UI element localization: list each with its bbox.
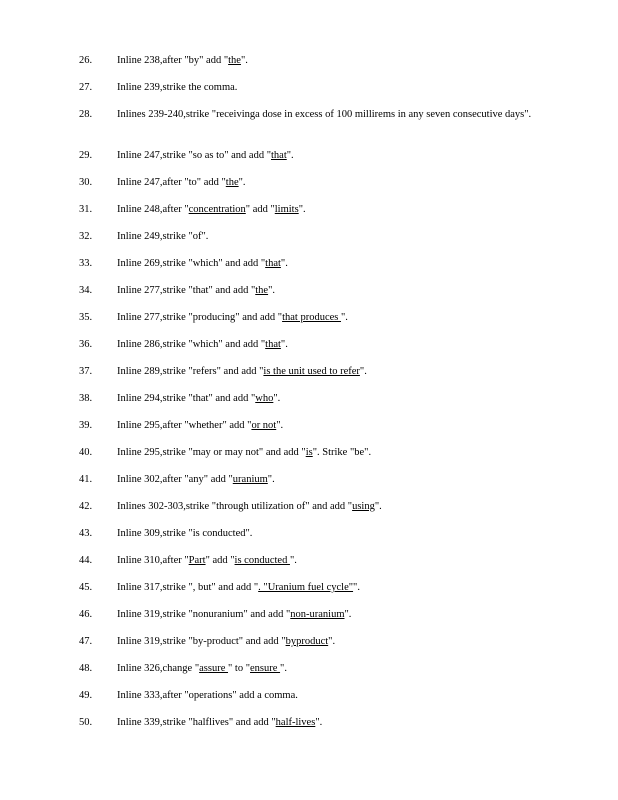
item-text bbox=[117, 473, 547, 487]
item-number: 37. bbox=[79, 366, 93, 377]
text-segment: Inline 310,after " bbox=[117, 555, 189, 566]
item-number: 47. bbox=[79, 636, 93, 647]
underlined-insertion: byproduct bbox=[285, 636, 329, 647]
item-number: 35. bbox=[79, 312, 93, 323]
list-item bbox=[0, 635, 618, 649]
underlined-insertion: the bbox=[225, 177, 239, 188]
item-text bbox=[117, 81, 547, 95]
underlined-insertion: the bbox=[228, 55, 241, 66]
text-segment: Inline 295,strike "may or may not" and add " bbox=[117, 447, 306, 458]
item-text bbox=[117, 149, 547, 163]
text-segment: Inline 317,strike ", but" and add " bbox=[117, 582, 259, 593]
item-number: 42. bbox=[79, 501, 93, 512]
underlined-insertion: is conducted bbox=[234, 555, 290, 566]
list-item bbox=[0, 365, 618, 379]
item-number: 48. bbox=[79, 663, 93, 674]
item-number: 33. bbox=[79, 258, 93, 269]
text-segment: ". bbox=[328, 636, 336, 647]
item-number: 46. bbox=[79, 609, 93, 620]
list-item bbox=[0, 392, 618, 406]
underlined-insertion: ensure bbox=[250, 663, 281, 674]
text-segment: ". bbox=[286, 150, 294, 161]
item-text bbox=[117, 203, 547, 217]
item-text bbox=[117, 257, 547, 271]
item-text bbox=[117, 689, 547, 703]
text-segment: " add " bbox=[245, 204, 275, 215]
list-item bbox=[0, 54, 618, 68]
item-text bbox=[117, 581, 547, 595]
item-text bbox=[117, 108, 547, 122]
item-text bbox=[117, 716, 547, 730]
text-segment: Inline 269,strike "which" and add " bbox=[117, 258, 266, 269]
item-number: 45. bbox=[79, 582, 93, 593]
item-text bbox=[117, 554, 547, 568]
underlined-insertion: non-uranium bbox=[290, 609, 345, 620]
item-text bbox=[117, 419, 547, 433]
item-number: 39. bbox=[79, 420, 93, 431]
text-segment: Inline 295,after "whether" add " bbox=[117, 420, 252, 431]
list-item bbox=[0, 419, 618, 433]
text-segment: Inline 247,strike "so as to" and add " bbox=[117, 150, 271, 161]
text-segment: ". bbox=[298, 204, 306, 215]
underlined-insertion: who bbox=[255, 393, 274, 404]
underlined-insertion: that bbox=[271, 150, 287, 161]
item-number: 32. bbox=[79, 231, 93, 242]
text-segment: Inline 249,strike "of". bbox=[117, 231, 209, 242]
text-segment: Inlines 239-240,strike "receivinga dose in excess of 100 millirems in any seven consecutive days". bbox=[117, 109, 532, 120]
item-text bbox=[117, 635, 547, 649]
item-number: 31. bbox=[79, 204, 93, 215]
underlined-insertion: that bbox=[265, 339, 281, 350]
text-segment: Inline 239,strike the comma. bbox=[117, 82, 238, 93]
list-item bbox=[0, 500, 618, 514]
underlined-insertion: half-lives bbox=[275, 717, 316, 728]
list-item bbox=[0, 311, 618, 325]
item-text bbox=[117, 500, 547, 514]
text-segment: ". bbox=[280, 663, 287, 674]
list-item bbox=[0, 203, 618, 217]
underlined-insertion: that produces bbox=[282, 312, 341, 323]
text-segment: ". bbox=[280, 339, 288, 350]
text-segment: Inline 248,after " bbox=[117, 204, 189, 215]
item-number: 29. bbox=[79, 150, 93, 161]
text-segment: ". bbox=[353, 582, 360, 593]
item-number: 38. bbox=[79, 393, 93, 404]
underlined-insertion: is the unit used to refer bbox=[263, 366, 360, 377]
item-text bbox=[117, 230, 547, 244]
list-item bbox=[0, 284, 618, 298]
list-item bbox=[0, 446, 618, 460]
item-text bbox=[117, 176, 547, 190]
item-number: 44. bbox=[79, 555, 93, 566]
text-segment: Inline 289,strike "refers" and add " bbox=[117, 366, 264, 377]
underlined-insertion: that bbox=[265, 258, 281, 269]
underlined-insertion: . "Uranium fuel cycle" bbox=[258, 582, 354, 593]
text-segment: ". bbox=[374, 501, 382, 512]
text-segment: Inline 319,strike "by-product" and add " bbox=[117, 636, 286, 647]
item-number: 50. bbox=[79, 717, 93, 728]
item-number: 36. bbox=[79, 339, 93, 350]
list-item bbox=[0, 230, 618, 244]
list-item bbox=[0, 338, 618, 352]
item-number: 26. bbox=[79, 55, 93, 66]
underlined-insertion: assure bbox=[199, 663, 229, 674]
text-segment: Inline 309,strike "is conducted". bbox=[117, 528, 253, 539]
item-number: 41. bbox=[79, 474, 93, 485]
text-segment: ". bbox=[289, 555, 297, 566]
text-segment: Inline 277,strike "producing" and add " bbox=[117, 312, 283, 323]
underlined-insertion: Part bbox=[188, 555, 206, 566]
item-text bbox=[117, 446, 547, 460]
text-segment: ". bbox=[344, 609, 352, 620]
item-text bbox=[117, 608, 547, 622]
text-segment: ". bbox=[273, 393, 281, 404]
list-item bbox=[0, 554, 618, 568]
text-segment: Inlines 302-303,strike "through utilization of" and add " bbox=[117, 501, 353, 512]
text-segment: ". Strike "be". bbox=[312, 447, 372, 458]
underlined-insertion: is bbox=[305, 447, 313, 458]
text-segment: ". bbox=[340, 312, 348, 323]
list-item bbox=[0, 689, 618, 703]
text-segment: " add " bbox=[205, 555, 235, 566]
underlined-insertion: the bbox=[255, 285, 269, 296]
list-item bbox=[0, 81, 618, 95]
item-number: 34. bbox=[79, 285, 93, 296]
amendment-list bbox=[0, 54, 618, 730]
text-segment: Inline 319,strike "nonuranium" and add " bbox=[117, 609, 291, 620]
item-text bbox=[117, 284, 547, 298]
text-segment: Inline 333,after "operations" add a comma. bbox=[117, 690, 298, 701]
list-item bbox=[0, 108, 618, 122]
underlined-insertion: concentration bbox=[188, 204, 246, 215]
text-segment: ". bbox=[267, 474, 275, 485]
list-item bbox=[0, 149, 618, 163]
list-item bbox=[0, 581, 618, 595]
list-item bbox=[0, 176, 618, 190]
item-text bbox=[117, 311, 547, 325]
text-segment: Inline 326,change " bbox=[117, 663, 200, 674]
item-number: 49. bbox=[79, 690, 93, 701]
text-segment: ". bbox=[280, 258, 288, 269]
text-segment: Inline 277,strike "that" and add " bbox=[117, 285, 256, 296]
text-segment: Inline 247,after "to" add " bbox=[117, 177, 226, 188]
text-segment: ". bbox=[276, 420, 284, 431]
list-item bbox=[0, 527, 618, 541]
text-segment: Inline 286,strike "which" and add " bbox=[117, 339, 266, 350]
item-number: 28. bbox=[79, 109, 93, 120]
item-text bbox=[117, 365, 547, 379]
text-segment: ". bbox=[240, 55, 248, 66]
text-segment: ". bbox=[238, 177, 246, 188]
list-item bbox=[0, 257, 618, 271]
list-item bbox=[0, 716, 618, 730]
underlined-insertion: limits bbox=[274, 204, 299, 215]
underlined-insertion: using bbox=[352, 501, 375, 512]
underlined-insertion: or not bbox=[251, 420, 277, 431]
item-number: 30. bbox=[79, 177, 93, 188]
item-text bbox=[117, 54, 547, 68]
text-segment: ". bbox=[315, 717, 323, 728]
text-segment: ". bbox=[359, 366, 367, 377]
item-text bbox=[117, 662, 547, 676]
item-number: 40. bbox=[79, 447, 93, 458]
item-number: 43. bbox=[79, 528, 93, 539]
list-item bbox=[0, 473, 618, 487]
text-segment: ". bbox=[268, 285, 275, 296]
item-text bbox=[117, 338, 547, 352]
item-text bbox=[117, 527, 547, 541]
text-segment: Inline 302,after "any" add " bbox=[117, 474, 233, 485]
list-item bbox=[0, 662, 618, 676]
text-segment: " to " bbox=[228, 663, 251, 674]
text-segment: Inline 238,after "by" add " bbox=[117, 55, 229, 66]
item-text bbox=[117, 392, 547, 406]
text-segment: Inline 339,strike "halflives" and add " bbox=[117, 717, 276, 728]
underlined-insertion: uranium bbox=[232, 474, 268, 485]
text-segment: Inline 294,strike "that" and add " bbox=[117, 393, 256, 404]
item-number: 27. bbox=[79, 82, 93, 93]
list-item bbox=[0, 608, 618, 622]
